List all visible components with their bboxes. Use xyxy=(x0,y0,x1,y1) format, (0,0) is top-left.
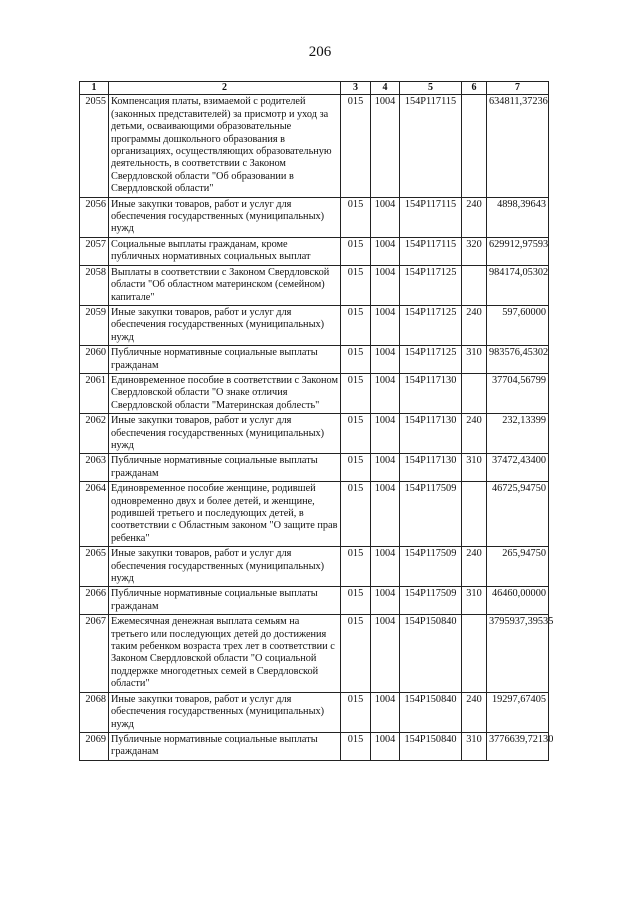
row-ministry-code: 015 xyxy=(341,95,371,197)
col-header-2: 2 xyxy=(109,82,341,95)
table-row xyxy=(80,346,549,374)
row-section-code: 1004 xyxy=(371,547,400,587)
row-amount: 629912,97593 xyxy=(487,237,549,265)
row-number: 2061 xyxy=(80,373,109,413)
row-description: Единовременное пособие в соответствии с Законом Свердловской области "О знаке отличия Свердловской области "Материнская доблесть" xyxy=(109,373,341,413)
row-description: Иные закупки товаров, работ и услуг для обеспечения государственных (муниципальных) нужд xyxy=(109,414,341,454)
table-row xyxy=(80,373,549,413)
row-ministry-code: 015 xyxy=(341,197,371,237)
row-amount: 597,60000 xyxy=(487,305,549,345)
row-target-code: 154P117509 xyxy=(400,587,462,615)
row-section-code: 1004 xyxy=(371,732,400,760)
row-section-code: 1004 xyxy=(371,454,400,482)
row-section-code: 1004 xyxy=(371,265,400,305)
row-amount: 3795937,39535 xyxy=(487,615,549,692)
row-amount: 634811,37236 xyxy=(487,95,549,197)
row-amount: 46725,94750 xyxy=(487,482,549,547)
row-section-code: 1004 xyxy=(371,615,400,692)
row-description: Выплаты в соответствии с Законом Свердловской области "Об областном материнском (семейном) капитале" xyxy=(109,265,341,305)
row-amount: 37472,43400 xyxy=(487,454,549,482)
table-row xyxy=(80,237,549,265)
row-description: Публичные нормативные социальные выплаты гражданам xyxy=(109,732,341,760)
row-target-code: 154P150840 xyxy=(400,692,462,732)
row-ministry-code: 015 xyxy=(341,692,371,732)
row-number: 2063 xyxy=(80,454,109,482)
col-header-4: 4 xyxy=(371,82,400,95)
row-description: Компенсация платы, взимаемой с родителей (законных представителей) за присмотр и уход за детьми, осваивающими образовательные программы дошкольного образования в организациях, осуществляющих образовательную деятельность, в соответствии с Законом Свердловской области "Об образовании в Свердловской области" xyxy=(109,95,341,197)
row-amount: 46460,00000 xyxy=(487,587,549,615)
row-number: 2055 xyxy=(80,95,109,197)
header-row xyxy=(80,82,549,95)
row-description: Ежемесячная денежная выплата семьям на третьего или последующих детей до достижения таким ребенком возраста трех лет в соответствии с Законом Свердловской области "О социальной поддержке многодетных семей в Свердловской области" xyxy=(109,615,341,692)
col-header-5: 5 xyxy=(400,82,462,95)
col-header-7: 7 xyxy=(487,82,549,95)
row-ministry-code: 015 xyxy=(341,265,371,305)
row-section-code: 1004 xyxy=(371,414,400,454)
row-amount: 984174,05302 xyxy=(487,265,549,305)
row-target-code: 154P150840 xyxy=(400,615,462,692)
row-target-code: 154P117115 xyxy=(400,95,462,197)
row-expense-type: 240 xyxy=(462,547,487,587)
row-ministry-code: 015 xyxy=(341,482,371,547)
row-expense-type xyxy=(462,265,487,305)
row-section-code: 1004 xyxy=(371,305,400,345)
row-section-code: 1004 xyxy=(371,197,400,237)
row-section-code: 1004 xyxy=(371,482,400,547)
row-amount: 983576,45302 xyxy=(487,346,549,374)
row-expense-type xyxy=(462,615,487,692)
row-target-code: 154P117125 xyxy=(400,305,462,345)
row-target-code: 154P117509 xyxy=(400,482,462,547)
row-expense-type: 310 xyxy=(462,346,487,374)
row-description: Публичные нормативные социальные выплаты гражданам xyxy=(109,454,341,482)
table-row xyxy=(80,547,549,587)
table-row xyxy=(80,197,549,237)
row-number: 2058 xyxy=(80,265,109,305)
table-row xyxy=(80,265,549,305)
row-expense-type: 240 xyxy=(462,692,487,732)
col-header-3: 3 xyxy=(341,82,371,95)
row-expense-type: 320 xyxy=(462,237,487,265)
row-number: 2065 xyxy=(80,547,109,587)
row-section-code: 1004 xyxy=(371,692,400,732)
row-expense-type: 240 xyxy=(462,414,487,454)
row-ministry-code: 015 xyxy=(341,373,371,413)
row-target-code: 154P117130 xyxy=(400,373,462,413)
row-number: 2059 xyxy=(80,305,109,345)
row-amount: 19297,67405 xyxy=(487,692,549,732)
row-section-code: 1004 xyxy=(371,373,400,413)
row-section-code: 1004 xyxy=(371,95,400,197)
row-number: 2068 xyxy=(80,692,109,732)
row-number: 2056 xyxy=(80,197,109,237)
row-description: Иные закупки товаров, работ и услуг для обеспечения государственных (муниципальных) нужд xyxy=(109,692,341,732)
row-number: 2066 xyxy=(80,587,109,615)
row-target-code: 154P150840 xyxy=(400,732,462,760)
row-description: Социальные выплаты гражданам, кроме публичных нормативных социальных выплат xyxy=(109,237,341,265)
table-row xyxy=(80,454,549,482)
row-target-code: 154P117125 xyxy=(400,346,462,374)
table-row xyxy=(80,587,549,615)
row-ministry-code: 015 xyxy=(341,615,371,692)
row-number: 2064 xyxy=(80,482,109,547)
row-description: Иные закупки товаров, работ и услуг для обеспечения государственных (муниципальных) нужд xyxy=(109,197,341,237)
row-ministry-code: 015 xyxy=(341,305,371,345)
row-number: 2062 xyxy=(80,414,109,454)
table-row xyxy=(80,732,549,760)
row-expense-type xyxy=(462,482,487,547)
row-description: Публичные нормативные социальные выплаты гражданам xyxy=(109,587,341,615)
row-number: 2057 xyxy=(80,237,109,265)
row-section-code: 1004 xyxy=(371,237,400,265)
row-expense-type: 310 xyxy=(462,454,487,482)
row-amount: 265,94750 xyxy=(487,547,549,587)
budget-table xyxy=(79,81,554,761)
row-target-code: 154P117509 xyxy=(400,547,462,587)
col-header-1: 1 xyxy=(80,82,109,95)
table-row xyxy=(80,482,549,547)
row-expense-type: 240 xyxy=(462,197,487,237)
row-section-code: 1004 xyxy=(371,587,400,615)
row-description: Иные закупки товаров, работ и услуг для обеспечения государственных (муниципальных) нужд xyxy=(109,305,341,345)
row-target-code: 154P117115 xyxy=(400,197,462,237)
row-ministry-code: 015 xyxy=(341,346,371,374)
row-ministry-code: 015 xyxy=(341,547,371,587)
row-amount: 232,13399 xyxy=(487,414,549,454)
col-header-6: 6 xyxy=(462,82,487,95)
table-row xyxy=(80,95,549,197)
page-number: 206 xyxy=(308,44,332,60)
row-ministry-code: 015 xyxy=(341,732,371,760)
row-amount: 37704,56799 xyxy=(487,373,549,413)
table-row xyxy=(80,305,549,345)
row-expense-type: 310 xyxy=(462,587,487,615)
row-amount: 3776639,72130 xyxy=(487,732,549,760)
table-row xyxy=(80,615,549,692)
row-number: 2060 xyxy=(80,346,109,374)
row-ministry-code: 015 xyxy=(341,237,371,265)
row-section-code: 1004 xyxy=(371,346,400,374)
row-target-code: 154P117125 xyxy=(400,265,462,305)
table-row xyxy=(80,414,549,454)
row-description: Иные закупки товаров, работ и услуг для обеспечения государственных (муниципальных) нужд xyxy=(109,547,341,587)
row-ministry-code: 015 xyxy=(341,414,371,454)
row-expense-type: 240 xyxy=(462,305,487,345)
row-target-code: 154P117115 xyxy=(400,237,462,265)
row-ministry-code: 015 xyxy=(341,587,371,615)
table-row xyxy=(80,692,549,732)
row-description: Единовременное пособие женщине, родившей одновременно двух и более детей, и женщине, родившей третьего и последующих детей, в соответствии с Областным законом "О защите прав ребенка" xyxy=(109,482,341,547)
row-amount: 4898,39643 xyxy=(487,197,549,237)
row-expense-type xyxy=(462,95,487,197)
row-expense-type: 310 xyxy=(462,732,487,760)
row-target-code: 154P117130 xyxy=(400,414,462,454)
row-target-code: 154P117130 xyxy=(400,454,462,482)
row-expense-type xyxy=(462,373,487,413)
row-description: Публичные нормативные социальные выплаты гражданам xyxy=(109,346,341,374)
row-ministry-code: 015 xyxy=(341,454,371,482)
row-number: 2067 xyxy=(80,615,109,692)
row-number: 2069 xyxy=(80,732,109,760)
